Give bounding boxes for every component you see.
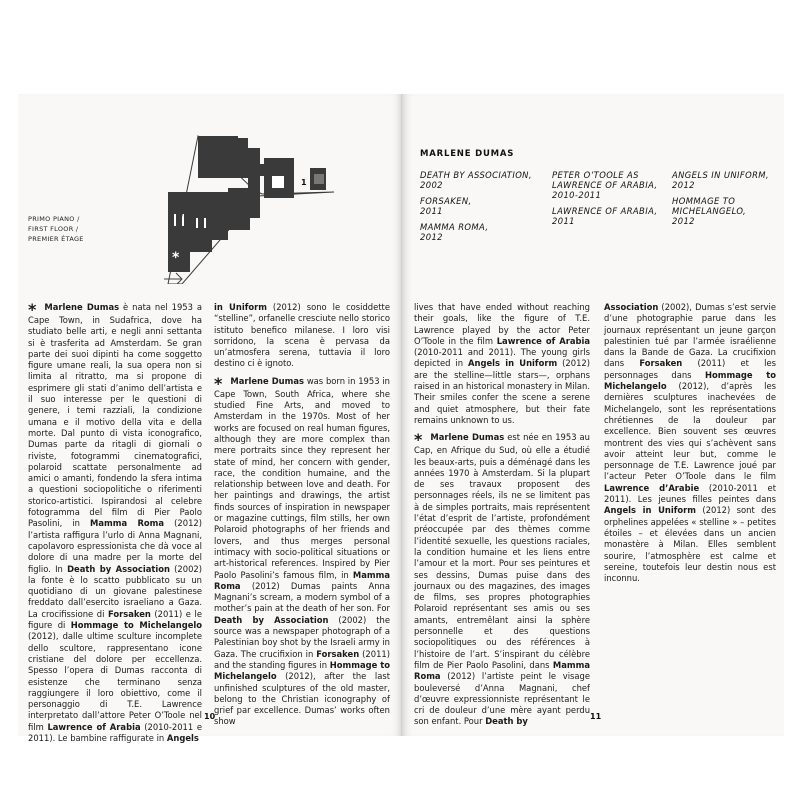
floor-plan-void	[272, 176, 284, 188]
floor-plan-room	[190, 210, 212, 252]
work-title: ANGELS IN UNIFORM,	[672, 170, 769, 180]
text-run: (2012) sont des orphelines appelées « stelline » – petites étoiles – et élevées dans un ancien monastère à Milan. Elles semblent sourire, l’atmosphère est calme et sereine, toutefois leur destin nous est inconnu.	[604, 505, 776, 584]
asterisk-icon: *	[414, 430, 423, 450]
work-title-bold: Forsaken	[107, 608, 151, 619]
artist-name-bold: Marlene Dumas	[230, 375, 305, 386]
work-title: HOMMAGE TO MICHELANGELO,	[672, 196, 747, 216]
text-run: lives that have ended without reaching their goals, like the figure of T.E. Lawrence played by the actor Peter O’Toole in the film	[414, 302, 590, 346]
italian-paragraph	[28, 302, 202, 744]
work-title-bold: Association	[604, 302, 659, 312]
text-run: (2012) Dumas paints Anna Magnani’s scream, a modern symbol of a mother’s pain at the death of her son. For	[214, 580, 390, 614]
right-page	[402, 94, 784, 736]
work-entry	[552, 206, 677, 226]
text-run: (2011) and the standing figures in	[214, 648, 390, 670]
italian-paragraph-end	[214, 302, 390, 370]
text-run: (2002) la fonte è lo scatto pubblicato su un quotidiano di un giovane palestinese freddato dall’esercito israeliano a Gaza. La crocifissione di	[28, 563, 202, 619]
floor-plan-window	[196, 218, 198, 228]
page-number: 11	[590, 712, 602, 721]
work-year: 2012	[420, 232, 443, 242]
floor-plan-room-detail	[314, 174, 324, 184]
work-year: 2011	[552, 216, 575, 226]
work-title-bold: Lawrence of Arabia	[496, 335, 590, 346]
work-title-bold: Lawrence of Arabia	[47, 721, 141, 732]
italian-text-column	[28, 302, 202, 744]
work-entry	[420, 196, 545, 216]
floor-caption-line: FIRST FLOOR /	[28, 225, 79, 233]
work-title: DEATH BY ASSOCIATION,	[420, 170, 532, 180]
work-title-bold: Forsaken	[639, 358, 683, 369]
asterisk-icon: *	[28, 300, 37, 319]
work-title-bold: in Uniform	[214, 302, 267, 312]
work-title-bold: Mamma Roma	[214, 569, 390, 591]
work-title: FORSAKEN,	[420, 196, 472, 206]
english-paragraph	[214, 373, 390, 728]
work-title-bold: Hommage to Michelangelo	[70, 620, 203, 631]
work-title-bold: Death by Association	[67, 563, 170, 574]
italian-english-text-column	[214, 302, 390, 728]
french-text-column	[604, 302, 776, 584]
asterisk-icon: *	[214, 373, 223, 393]
work-title-bold: Mamma Roma	[414, 659, 590, 682]
work-entry	[552, 170, 677, 200]
location-star-icon: *	[172, 250, 180, 266]
french-paragraph	[414, 432, 590, 727]
text-run: (2012), d’après les dernières sculptures inachevées de Michelangelo, sont les représentations chrétiennes de la douleur par excellence. Bien souvent ses œuvres montrent des vies qui s’achèvent sans avoir atteint leur but, comme le personnage de T.E. Lawrence joué par l’acteur Peter O’Toole dans le film	[604, 381, 776, 482]
artist-name-bold: Marlene Dumas	[44, 302, 120, 312]
work-year: 2010-2011	[552, 190, 602, 200]
work-title: MAMMA ROMA,	[420, 222, 489, 232]
floor-plan-window	[204, 218, 206, 228]
work-title-bold: Death by Association	[214, 614, 329, 625]
work-entry	[420, 170, 545, 190]
work-year: 2012	[672, 216, 695, 226]
works-list-column	[672, 170, 782, 232]
work-title-bold: Lawrence d’Arabie	[604, 482, 700, 493]
work-title-bold: Angels	[166, 732, 199, 743]
artist-name-bold: Marlene Dumas	[430, 432, 505, 443]
text-run: was born in 1953 in Cape Town, South Africa, where she studied Fine Arts, and moved to Amsterdam in the 1970s. Most of her works are focused on real human figures, although they are more complex than mere portraits since they represent her state of mind, her concern with gender, race, the condition humaine, and the relationship between love and death. For her paintings and drawings, the artist finds sources of inspiration in newspaper or magazine cuttings, film stills, her own Polaroid photographs of her friends and lovers, and thus merges personal intimacy with socio-political situations or art-historical references. Inspired by Pier Paolo Pasolini’s famous film, in	[214, 375, 390, 580]
text-run: è nata nel 1953 a Cape Town, in Sudafrica, dove ha studiato belle arti, e negli anni settanta si è trasferita ad Amsterdam. Se gran parte dei suoi dipinti ha come soggetto figure umane reali, la sua opera non si limita al ritratto, ma si propone di esprimere gli stati d’animo dell’artista e il suo interesse per le questioni di genere, i temi razziali, la condizione umana e il motivo della vita e della morte. Dal punto di vista iconografico, Dumas parte da ritagli di giornali o riviste, fotogrammi cinematografici, polaroid scattate personalmente ad amici o amanti, fondendo la sfera intima a questioni sociopolitiche o riferimenti storico-artistici. Ispirandosi al celebre fotogramma del film di Pier Paolo Pasolini, in	[28, 302, 202, 529]
text-run: (2012) are the stelline—little stars—, orphans raised in an historical monastery in Milan. Their smiles confer the scene a serene and quiet atmosphere, but their fate remains unknown to us.	[414, 358, 591, 425]
text-run: (2012) sono le cosiddette “stelline”, orfanelle cresciute nello storico istituto benefico milanese. I loro visi sorridono, la scena è pervasa da un’atmosfera serena, tuttavia il loro destino ci è ignoto.	[214, 302, 390, 369]
artist-heading: MARLENE DUMAS	[420, 149, 515, 159]
work-title: PETER O’TOOLE AS LAWRENCE OF ARABIA,	[552, 170, 658, 190]
work-title-bold: Angels in Uniform	[604, 505, 697, 516]
work-title-bold: Forsaken	[316, 648, 360, 659]
text-run: (2011) e le figure di	[28, 608, 202, 631]
work-title-bold: Death by	[485, 716, 528, 727]
text-run: (2002), Dumas s’est servie d’une photographie parue dans les journaux représentant un jeune garçon palestinien tué par l’armée israélienne dans la Bande de Gaza. La crucifixion dans	[604, 302, 776, 369]
text-run: (2012) l’artista raffigura l’urlo di Anna Magnani, capolavoro espressionista che dà voce al dolore di una madre per la morte del figlio. In	[28, 518, 202, 574]
floor-plan-room	[212, 204, 228, 240]
text-run: (2012), dalle ultime sculture incomplete dello scultore, rappresentano icone cristiane del dolore per eccellenza. Spesso l’opera di Dumas racconta di esistenze che terminano senza raggiungere il loro obiettivo, come il personaggio di T.E. Lawrence interpretato dall’attore Peter O’Toole nel film	[28, 631, 202, 732]
work-year: 2002	[420, 180, 443, 190]
floor-plan-diagram	[138, 134, 338, 284]
floor-caption-line: PRIMO PIANO /	[28, 215, 80, 223]
work-entry	[672, 170, 782, 190]
work-year: 2012	[672, 180, 695, 190]
french-paragraph-end	[604, 302, 776, 584]
english-paragraph-end	[414, 302, 590, 426]
work-title: LAWRENCE OF ARABIA,	[552, 206, 658, 216]
work-entry	[672, 196, 782, 226]
text-run: (2012) l’artiste peint le visage bouleversé d’Anna Magnani, chef d’œuvre expressionniste représentant le cri de douleur d’une mère ayant perdu son enfant. Pour	[414, 671, 590, 727]
floor-caption-line: PREMIER ÉTAGE	[28, 235, 84, 243]
text-run: (2010-2011 e 2011). Le bambine raffigurate in	[28, 721, 202, 743]
english-french-text-column	[414, 302, 590, 728]
work-entry	[420, 222, 545, 242]
page-number: 10	[204, 712, 216, 721]
text-run: (2010-2011 et 2011). Les jeunes filles peintes dans	[604, 482, 776, 505]
works-list-column	[552, 170, 677, 232]
arrow-right-icon	[164, 273, 182, 284]
text-run: (2002) the source was a newspaper photograph of a Palestinian boy shot by the Israeli army in Gaza. The crucifixion in	[214, 614, 390, 659]
left-page	[18, 94, 402, 743]
work-year: 2011	[420, 206, 443, 216]
floor-plan-window	[174, 214, 176, 226]
work-title-bold: Angels in Uniform	[468, 358, 558, 369]
room-number-1: 1	[301, 178, 307, 187]
floor-plan-room	[226, 138, 248, 178]
work-title-bold: Hommage to Michelangelo	[214, 659, 390, 682]
text-run: (2012), after the last unfinished sculptures of the old master, belong to the Christian iconography of grief par excellence. Dumas’ works often show	[214, 671, 390, 727]
text-run: est née en 1953 au Cap, en Afrique du Sud, où elle a étudié les beaux-arts, puis a déménagé dans les années 1970 à Amsterdam. Si la plupart de ses travaux proposent des personnages réels, ils ne se limitent pas à de simples portraits, mais représentent l’état d’esprit de l’artiste, profondément préoccupée par des thèmes comme l’identité sexuelle, les questions raciales, la condition humaine et les liens entre l’amour et la mort. Pour ses peintures et ses dessins, Dumas puise dans des journaux ou des magazines, des images de films, ses propres photographies Polaroid représentant ses amis ou ses amants, entremêlant ainsi la sphère personnelle et des questions sociopolitiques ou des références à l’histoire de l’art. S’inspirant du célèbre film de Pier Paolo Pasolini, dans	[414, 432, 590, 670]
works-list-column	[420, 170, 545, 248]
text-run: (2011) et les personnages dans	[604, 358, 776, 380]
work-title-bold: Hommage to Michelangelo	[604, 369, 776, 392]
work-title-bold: Mamma Roma	[90, 518, 165, 529]
text-run: (2010-2011 and 2011). The young girls depicted in	[414, 347, 590, 369]
floor-caption	[28, 214, 148, 244]
